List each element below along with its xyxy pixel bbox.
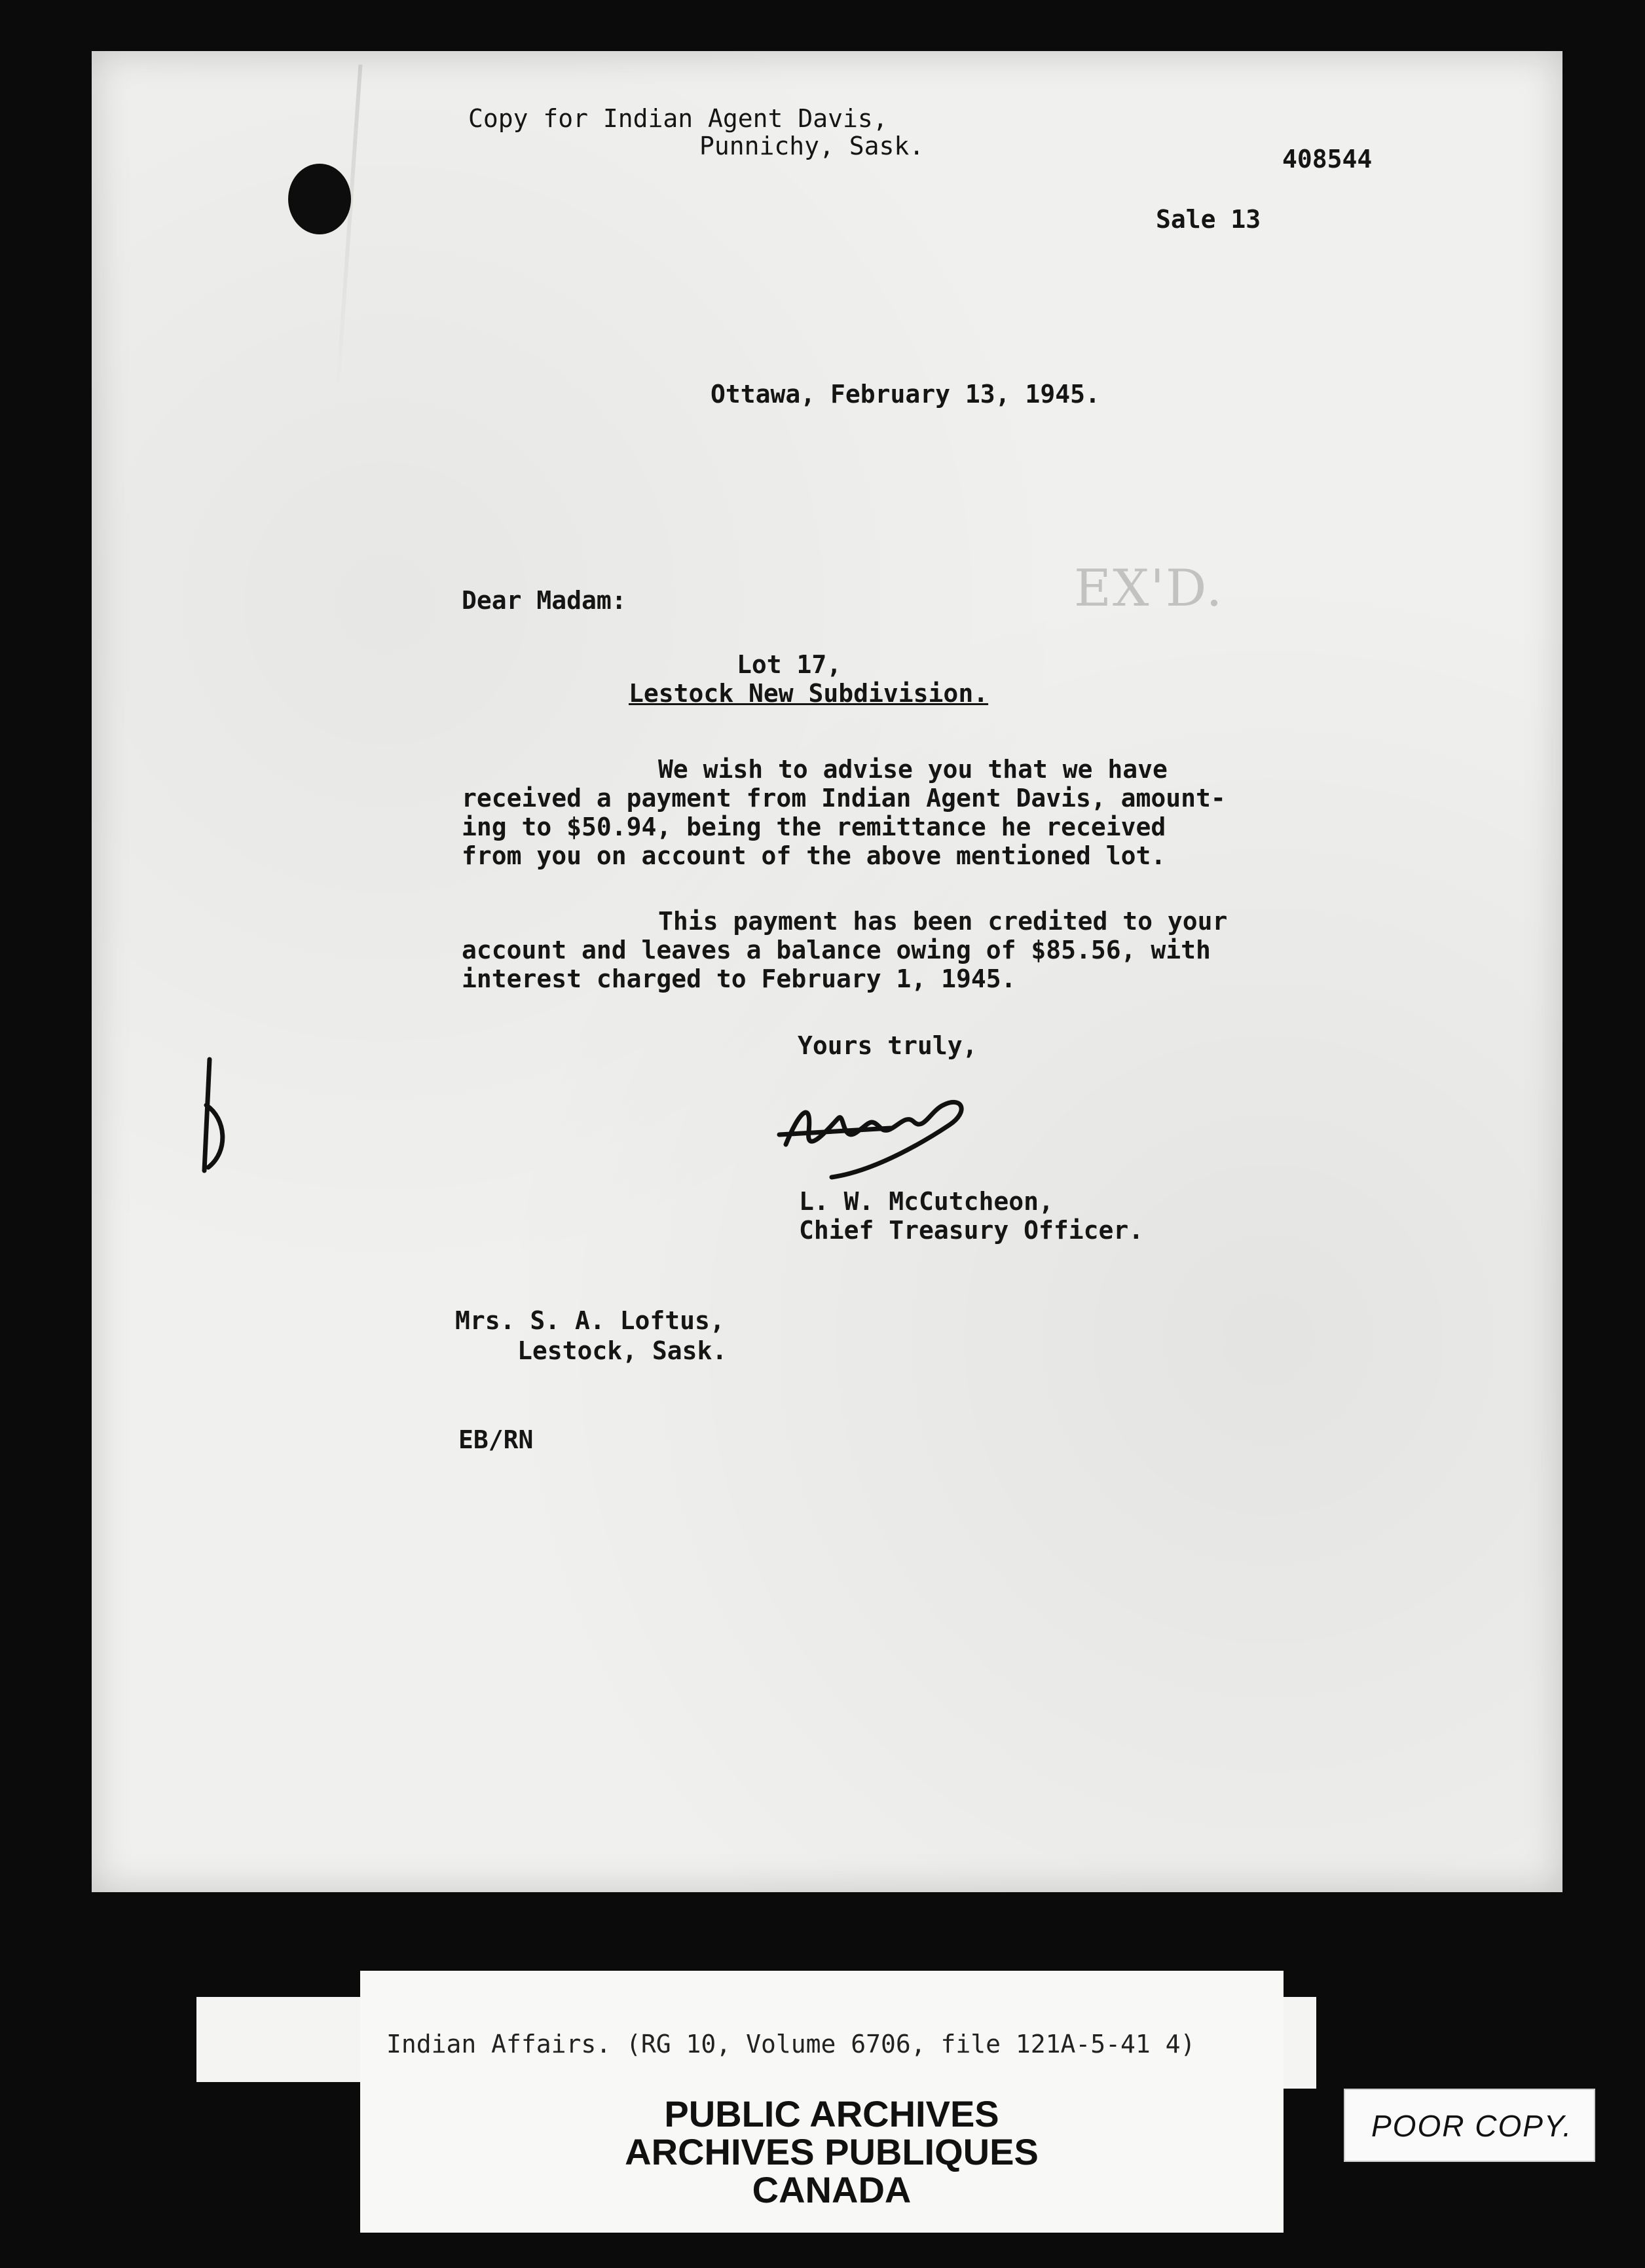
archive-label-tab-left (196, 1997, 360, 2082)
paragraph-1-line: from you on account of the above mentioned lot. (462, 841, 1166, 870)
copy-line-1: Copy for Indian Agent Davis, (468, 104, 888, 133)
signer-name: L. W. McCutcheon, (799, 1187, 1054, 1216)
archives-line-3: CANADA (752, 2169, 912, 2210)
punch-hole (288, 164, 351, 234)
date-line: Ottawa, February 13, 1945. (711, 380, 1100, 409)
letter-page (92, 51, 1562, 1892)
salutation: Dear Madam: (462, 586, 627, 615)
recipient-line-2: Lestock, Sask. (517, 1336, 728, 1365)
copy-line-2: Punnichy, Sask. (699, 132, 925, 160)
recipient-line-1: Mrs. S. A. Loftus, (455, 1306, 725, 1335)
handwritten-signature (773, 1072, 1008, 1190)
closing: Yours truly, (798, 1031, 978, 1060)
paragraph-2-line: interest charged to February 1, 1945. (462, 964, 1016, 993)
paragraph-1-line: We wish to advise you that we have (658, 755, 1168, 784)
archives-line-1: PUBLIC ARCHIVES (664, 2093, 999, 2134)
archive-reference: Indian Affairs. (RG 10, Volume 6706, file 121A-5-41 4) (386, 2030, 1196, 2058)
archives-line-2: ARCHIVES PUBLIQUES (625, 2131, 1039, 2172)
paragraph-2-line: This payment has been credited to your (658, 907, 1228, 936)
subject-line-2: Lestock New Subdivision. (629, 679, 989, 708)
paragraph-1-line: ing to $50.94, being the remittance he received (462, 813, 1166, 841)
typist-initials: EB/RN (458, 1425, 534, 1454)
received-stamp: EX'D. (1074, 559, 1224, 618)
page-crease (336, 64, 363, 391)
sale-reference: Sale 13 (1156, 205, 1261, 234)
signer-title: Chief Treasury Officer. (799, 1216, 1144, 1245)
paragraph-2-line: account and leaves a balance owing of $85.56, with (462, 936, 1211, 964)
subject-line-1: Lot 17, (737, 650, 842, 679)
paragraph-1-line: received a payment from Indian Agent Davis, amount- (462, 784, 1226, 813)
poor-copy-note (1344, 2089, 1595, 2162)
file-number: 408544 (1282, 145, 1373, 174)
archives-heading (360, 2095, 1303, 2209)
margin-pen-mark (190, 1046, 242, 1177)
poor-copy-text: POOR COPY. (1371, 2109, 1573, 2143)
